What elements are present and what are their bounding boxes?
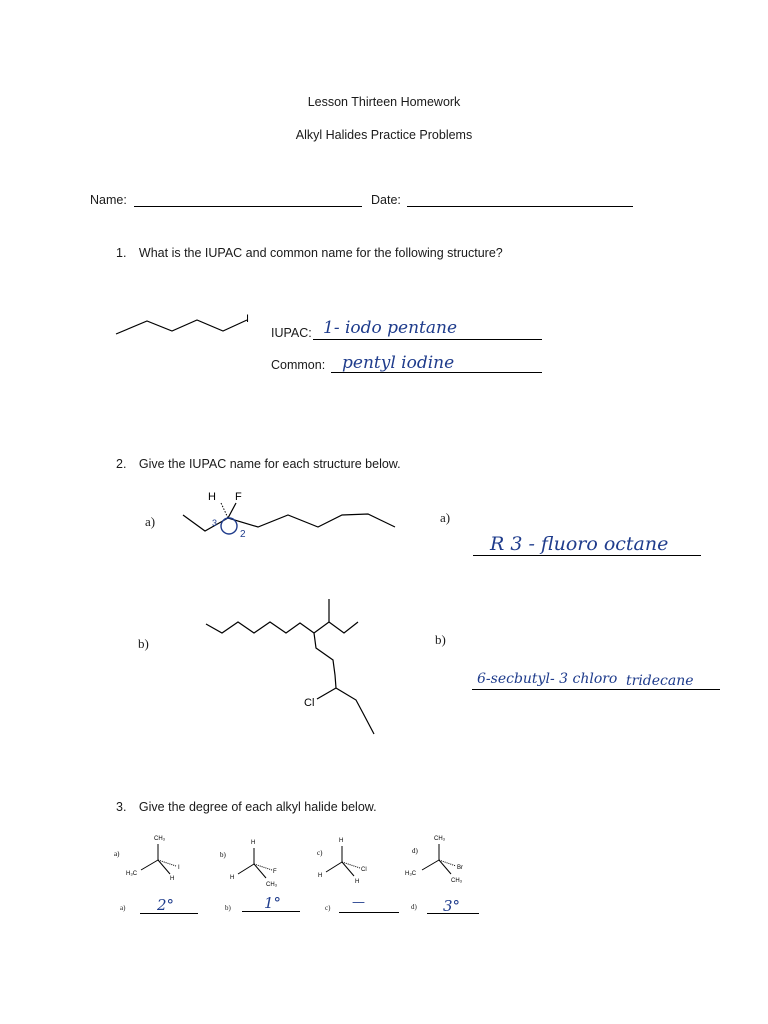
q3-prompt: 3. Give the degree of each alkyl halide below. — [116, 800, 377, 814]
chlorine-atom-label: Cl — [304, 697, 315, 709]
q3a-left-atom: H₃C — [126, 871, 138, 877]
q2b-answer-label: b) — [435, 632, 446, 647]
q1-common-handwritten-answer: pentyl iodine — [342, 353, 455, 373]
name-label: Name: — [90, 193, 127, 207]
q3b-left-atom: H — [230, 875, 235, 881]
q3b-handwritten-answer: 1° — [264, 894, 282, 912]
q1-iupac-handwritten-answer: 1- iodo pentane — [323, 318, 458, 338]
q3d-top-atom: CH₃ — [434, 836, 446, 842]
q3a-left-bond — [141, 860, 158, 870]
q2b-handwritten-answer-part1: 6-secbutyl- 3 chloro — [477, 671, 618, 687]
q3a-handwritten-answer: 2° — [157, 896, 175, 914]
q3d-left-bond — [422, 860, 439, 870]
carbon-number-2: 2 — [240, 529, 246, 540]
q3b-structure — [220, 840, 278, 888]
q3c-structure — [317, 838, 367, 885]
q3c-right-atom: Cl — [361, 867, 367, 873]
q3a-structure-label: a) — [114, 850, 120, 858]
q1-common-label: Common: — [271, 358, 326, 372]
q1-prompt: 1. What is the IUPAC and common name for the following structure? — [116, 246, 503, 260]
q3a-bottom-atom: H — [170, 876, 175, 882]
q3c-top-atom: H — [339, 838, 344, 844]
q3b-top-atom: H — [251, 840, 256, 846]
q3a-structure — [114, 836, 180, 882]
q3b-left-bond — [238, 864, 254, 874]
q3b-bottom-atom: CH₃ — [266, 882, 278, 888]
q3b-structure-label: b) — [220, 851, 226, 859]
q2a-answer-label: a) — [440, 510, 451, 525]
q3d-right-atom: Br — [457, 865, 463, 871]
q3b-answer-label: b) — [225, 904, 231, 912]
q3c-bottom-atom: H — [355, 879, 360, 885]
q3d-answer-label: d) — [411, 903, 417, 911]
q3a-right-atom: I — [178, 865, 180, 871]
q2a-handwritten-answer: R 3 - fluoro octane — [490, 533, 669, 555]
q3c-handwritten-answer: — — [352, 895, 365, 910]
q3c-answer-line[interactable] — [339, 912, 399, 913]
worksheet-title: Lesson Thirteen Homework — [307, 95, 461, 109]
q2b-handwritten-answer-part2: tridecane — [626, 673, 694, 689]
q2a-label: a) — [145, 514, 156, 529]
q3c-left-atom: H — [318, 873, 323, 879]
carbon-number-3: 3 — [212, 518, 218, 528]
q3d-structure — [405, 836, 463, 884]
hydrogen-atom-label: H — [208, 491, 216, 503]
q3c-left-bond — [326, 862, 342, 872]
q3a-top-atom: CH₃ — [154, 836, 166, 842]
q3a-answer-label: a) — [120, 904, 126, 912]
iodine-atom-label: I — [246, 313, 250, 325]
q3d-structure-label: d) — [412, 847, 418, 855]
q2-prompt: 2. Give the IUPAC name for each structure below. — [116, 457, 401, 471]
q3b-right-atom: F — [273, 869, 277, 875]
q3c-answer-label: c) — [325, 904, 331, 912]
q3d-left-atom: H₃C — [405, 871, 417, 877]
q1-iupac-label: IUPAC: — [271, 326, 312, 340]
q3c-structure-label: c) — [317, 849, 323, 857]
date-label: Date: — [371, 193, 401, 207]
q3d-handwritten-answer: 3° — [443, 897, 461, 915]
q2b-label: b) — [138, 636, 149, 651]
worksheet-subtitle: Alkyl Halides Practice Problems — [295, 128, 473, 142]
q3d-bottom-atom: CH₃ — [451, 878, 463, 884]
fluorine-atom-label: F — [235, 491, 242, 503]
